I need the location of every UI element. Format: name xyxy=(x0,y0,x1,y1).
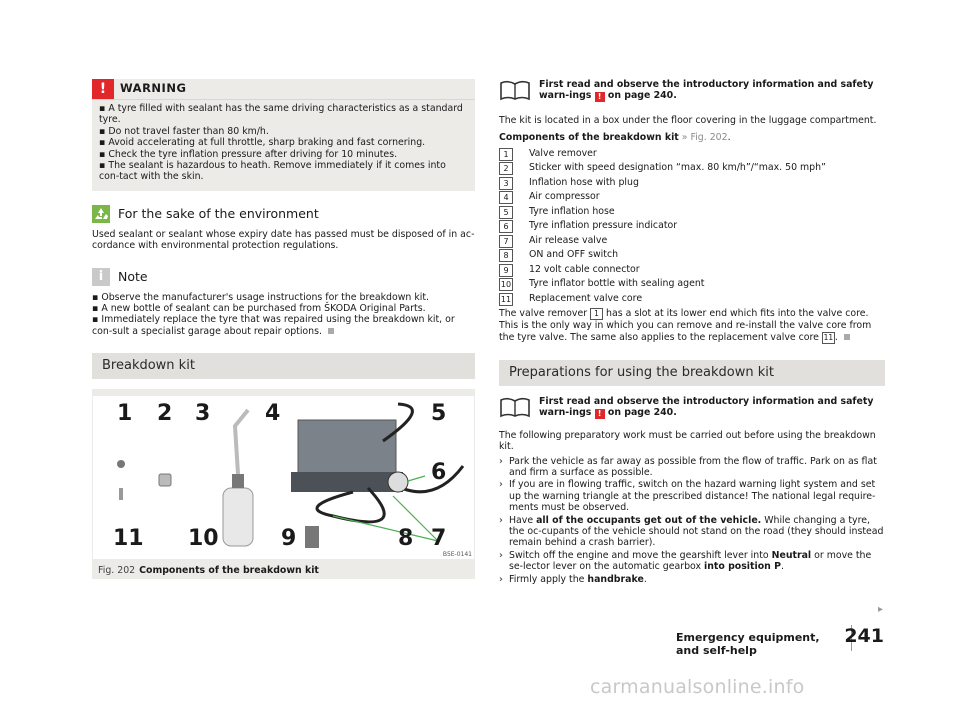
callout-10: 10 xyxy=(188,526,219,552)
watermark: carmanualsonline.info xyxy=(590,676,805,698)
callout-8: 8 xyxy=(398,526,414,552)
info-icon: i xyxy=(92,268,110,286)
intro-text-2: First read and observe the introductory information and safety warn-ings ! on page 240. xyxy=(539,395,874,419)
list-item: 7 Air release valve xyxy=(499,234,885,249)
prep-steps xyxy=(499,456,885,585)
list-item: 2 Sticker with speed designation “max. 80 km/h”/“max. 50 mph” xyxy=(499,161,885,176)
component-list xyxy=(499,147,885,307)
warning-item: ▪ The sealant is hazardous to heath. Remove immediately if it comes into con-tact with the skin. xyxy=(99,160,446,183)
step-item: › If you are in flowing traffic, switch on the hazard warning light system and set up the warning triangle at the prescribed distance! The national legal require-ments must be observed. xyxy=(499,479,876,514)
figure-link[interactable]: » Fig. 202 xyxy=(681,132,728,144)
open-book-icon xyxy=(499,396,531,418)
footer-section: Emergency equipment, and self-help xyxy=(676,631,820,657)
breakdown-kit-heading: Breakdown kit xyxy=(92,353,475,379)
callout-7: 7 xyxy=(431,526,447,552)
callout-11: 11 xyxy=(113,526,144,552)
kit-location: The kit is located in a box under the floor covering in the luggage compartment. xyxy=(499,115,877,126)
list-item: 3 Inflation hose with plug xyxy=(499,176,885,191)
exclamation-icon: ! xyxy=(92,79,114,99)
figure-caption xyxy=(98,565,319,576)
note-item: ▪ Immediately replace the tyre that was repaired using the breakdown kit, or con-sult a specialist garage about repair options. xyxy=(92,314,455,337)
preparations-heading: Preparations for using the breakdown kit xyxy=(499,360,885,386)
callout-3: 3 xyxy=(195,401,211,427)
list-item: 5 Tyre inflation hose xyxy=(499,205,885,220)
list-item: 1 Valve remover xyxy=(499,147,885,162)
figure-caption-text: Components of the breakdown kit xyxy=(139,565,319,577)
callout-1: 1 xyxy=(117,401,133,427)
open-book-icon xyxy=(499,79,531,101)
callout-2: 2 xyxy=(157,401,173,427)
list-item: 6 Tyre inflation pressure indicator xyxy=(499,219,885,234)
warning-item: ▪ Do not travel faster than 80 km/h. xyxy=(99,125,269,137)
warning-ref-icon: ! xyxy=(595,409,605,419)
list-item: 8 ON and OFF switch xyxy=(499,248,885,263)
step-item: › Have all of the occupants get out of the vehicle. While changing a tyre, the oc-cupants of the vehicle should not stand on the road (they should instead remain behind a crash barrier). xyxy=(499,514,884,549)
callout-6: 6 xyxy=(431,460,447,486)
right-column xyxy=(499,79,885,586)
environment-title: For the sake of the environment xyxy=(118,205,319,221)
page-number: 241 xyxy=(844,625,884,647)
list-item: 11 Replacement valve core xyxy=(500,292,643,304)
environment-text: Used sealant or sealant whose expiry date has passed must be disposed of in ac-cordance with environmental protection regulations. xyxy=(92,228,475,252)
warning-list xyxy=(92,100,475,183)
callout-5: 5 xyxy=(431,401,447,427)
intro-note xyxy=(499,79,885,109)
callout-4: 4 xyxy=(265,401,281,427)
warning-ref-icon: ! xyxy=(595,92,605,102)
step-item: › Firmly apply the handbrake. xyxy=(499,573,647,585)
recycle-icon xyxy=(92,205,110,223)
callout-9: 9 xyxy=(281,526,297,552)
breakdown-kit-image xyxy=(93,396,474,559)
list-item: 10 Tyre inflator bottle with sealing agent xyxy=(500,278,705,290)
components-lead: Components of the breakdown kit » Fig. 202. xyxy=(499,132,731,144)
valve-remover-text: The valve remover 1 has a slot at its lower end which fits into the valve core. This is the only way in which you can remove and re-install the valve core from the tyre valve. The same also applies to the replacement valve core 11 . xyxy=(499,308,872,343)
list-item: 9 12 volt cable connector xyxy=(499,263,885,278)
section-end-mark xyxy=(844,334,850,340)
left-column xyxy=(92,79,475,579)
warning-header xyxy=(92,79,475,100)
warning-title: WARNING xyxy=(120,81,187,95)
list-item: 4 Air compressor xyxy=(499,190,885,205)
figure-code: B5E-0141 xyxy=(442,551,472,559)
section-end-mark xyxy=(328,328,334,334)
note-header xyxy=(92,268,475,288)
continue-arrow-icon: ▸ xyxy=(878,604,884,615)
intro-text: First read and observe the introductory information and safety warn-ings ! on page 240. xyxy=(539,79,874,102)
warning-item: ▪ Avoid accelerating at full throttle, sharp braking and fast cornering. xyxy=(99,137,426,149)
page-footer xyxy=(676,625,886,657)
prep-lead: The following preparatory work must be carried out before using the breakdown kit. xyxy=(499,429,876,453)
step-item: › Park the vehicle as far away as possible from the flow of traffic. Park on as flat and firm a surface as possible. xyxy=(499,455,877,478)
warning-box xyxy=(92,79,475,191)
note-title: Note xyxy=(118,268,148,284)
environment-header xyxy=(92,205,475,225)
intro-note-2 xyxy=(499,396,885,426)
warning-item: ▪ A tyre filled with sealant has the same driving characteristics as a standard tyre. xyxy=(99,103,463,126)
note-item: ▪ Observe the manufacturer's usage instructions for the breakdown kit. xyxy=(92,291,430,303)
figure-label: Fig. 202 xyxy=(98,565,136,577)
warning-item: ▪ Check the tyre inflation pressure after driving for 10 minutes. xyxy=(99,148,398,160)
step-item: › Switch off the engine and move the gearshift lever into Neutral or move the se-lector lever on the automatic gearbox into position P. xyxy=(499,549,872,573)
note-list xyxy=(92,292,475,338)
note-item: ▪ A new bottle of sealant can be purchased from ŠKODA Original Parts. xyxy=(92,303,426,315)
figure-202 xyxy=(92,389,475,579)
